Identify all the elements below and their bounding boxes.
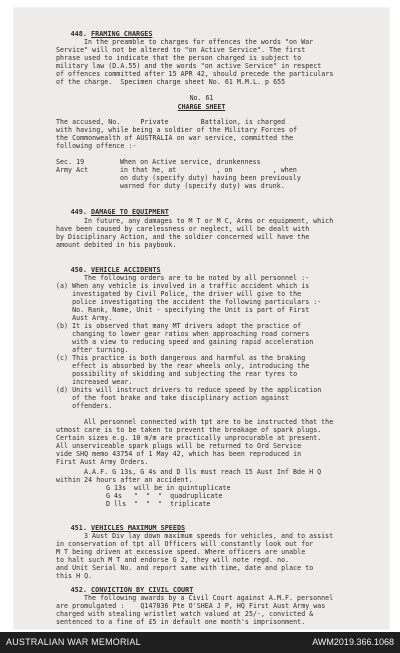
section-title: FRAMING CHARGES [91,30,153,38]
s450-item-a: police investigating the accident the following particulars :- [56,298,322,306]
section-reference: Sec. 19 [56,158,85,166]
section-title: DAMAGE TO EQUIPMENT [91,208,169,216]
s449-line: amount debited in his paybook. [56,241,177,249]
s450-item-a: investigated by Civil Police, the driver will give to the [56,290,302,298]
s452-line: charged with stealing wristlet watch valued at 25/-, convicted & [56,610,314,618]
s448-line: Service" will not be altered to "on Active Service". The first [56,46,306,54]
s450-item-c: effect is absorbed by the rear wheels only, introducing the [56,362,310,370]
s451-line: 3 Aust Div lay down maximum speeds for vehicles, and to assist [84,532,334,540]
section-number: 448. [70,30,87,38]
s450-item-b: changing to lower gear ratios when approaching road corners [56,330,310,338]
charge-number: No. 61 [189,94,214,102]
archive-footer-bar [0,632,400,653]
offence-line: warned for duty (specify duty) was drunk. [120,182,285,190]
section-number: 451. [70,524,87,532]
charge-sheet-title: CHARGE SHEET [177,103,226,111]
s450-paragraph: First Aust Army Orders. [56,458,149,466]
s450-item-c: (c) This practice is both dangerous and harmful as the braking [56,354,306,362]
s451-line: M T being driven at excessive speed. Where officers are unable [56,548,306,556]
copies-text: will be in quintuplicate [134,484,231,492]
s450-item-a: No. Rank, Name, Unit - specifying the Unit is part of First [56,306,310,314]
section-number: 450. [70,266,87,274]
s449-line: In future, any damages to M T or M C, Arms or equipment, which [84,217,334,225]
s448-line: phrase used to indicate that the person charged is subject to [56,54,302,62]
copies-form: G 4s [106,492,123,500]
charge-line: following offence :- [56,142,137,150]
s450-intro: The following orders are to be noted by all personnel :- [84,274,310,282]
s452-line: sentenced to a fine of £5 in default one month's imprisonment. [56,618,306,626]
copies-text: " " " triplicate [134,500,211,508]
s449-line: have been caused by carelessness or neglect, will be dealt with [56,225,310,233]
copies-form: D lls [106,500,127,508]
s452-line: The following awards by a Civil Court against A.M.F. personnel [84,594,334,602]
section-number: 449. [70,208,87,216]
s450-paragraph: All unserviceable spark plugs will be returned to Ord Service [56,442,302,450]
act-reference: Army Act [56,166,89,174]
s451-line: in conservation of tpt all Officers will constantly look out for [56,540,314,548]
accession-number: AWM2019.366.1068 [312,637,394,647]
s448-line: military law (D.A.55) and the words "on active Service" in respect [56,62,322,70]
section-title: CONVICTION BY CIVIL COURT [91,586,194,594]
s450-item-a: (a) When any vehicle is involved in a traffic accident which is [56,282,310,290]
copies-form: G 13s [106,484,127,492]
s451-line: and Unit Serial No. and report same with time, date and place to [56,564,314,572]
s450-paragraph: Certain sizes e.g. 10 m/m are practically unprocurable at present. [56,434,322,442]
offence-line: on duty (specify duty) having been previously [120,174,301,182]
s449-line: by Disciplinary Action, and the soldier concerned will have the [56,233,310,241]
s450-paragraph: utmost care is to be taken to prevent the breakage of spark plugs. [56,426,322,434]
offence-line: in that he, at , on , when [120,166,297,174]
charge-line: The accused, No. Private Battalion, is charged [56,118,286,126]
s450-paragraph: All personnel connected with tpt are to be instructed that the [84,418,334,426]
s450-item-d: offenders. [56,402,113,410]
s450-item-b: with a view to reducing speed and gaining rapid acceleration [56,338,314,346]
s450-item-b: (b) It is observed that many MT drivers adopt the practice of [56,322,302,330]
institution-name: AUSTRALIAN WAR MEMORIAL [6,637,141,647]
document-body [14,8,389,629]
s450-forms-line: A.A.F. G 13s, G 4s and D lls must reach 15 Aust Inf Bde H Q [84,468,322,476]
s448-line: of offences committed after 15 APR 42, should precede the particulars [56,70,334,78]
s450-item-a: Aust Army. [56,314,113,322]
charge-line: the Commonwealth of AUSTRALIA on war service, committed the [56,134,294,142]
s450-item-c: possibility of skidding and subjecting the rear tyres to [56,370,298,378]
document-sheet [14,8,389,629]
s450-item-d: (d) Units will instruct drivers to reduce speed by the application [56,386,322,394]
s450-item-b: after turning. [56,346,129,354]
charge-line: with having, while being a soldier of the Military Forces of [56,126,298,134]
s452-line: are promulgated : Q147036 Pte O'SHEA J P, HQ First Aust Army was [56,602,326,610]
s450-item-c: increased wear. [56,378,133,386]
s450-item-d: of the foot brake and take disciplinary action against [56,394,290,402]
s450-forms-line: within 24 hours after an accident. [56,476,193,484]
s451-line: this H Q. [56,572,93,580]
copies-text: " " " quadruplicate [134,492,223,500]
offence-line: When on Active service, drunkenness [120,158,261,166]
s448-line: In the preamble to charges for offences the words "on War [84,38,314,46]
section-number: 452. [70,586,87,594]
section-title: VEHICLE ACCIDENTS [91,266,161,274]
section-title: VEHICLES MAXIMUM SPEEDS [91,524,186,532]
s450-paragraph: vide SHQ memo 43754 of 1 May 42, which has been reproduced in [56,450,302,458]
s448-line: of the charge. Specimen charge sheet No. 61 M.M.L. p 655 [56,78,286,86]
s451-line: to halt such M T and endorse G 2, they will note regd. no. [56,556,290,564]
